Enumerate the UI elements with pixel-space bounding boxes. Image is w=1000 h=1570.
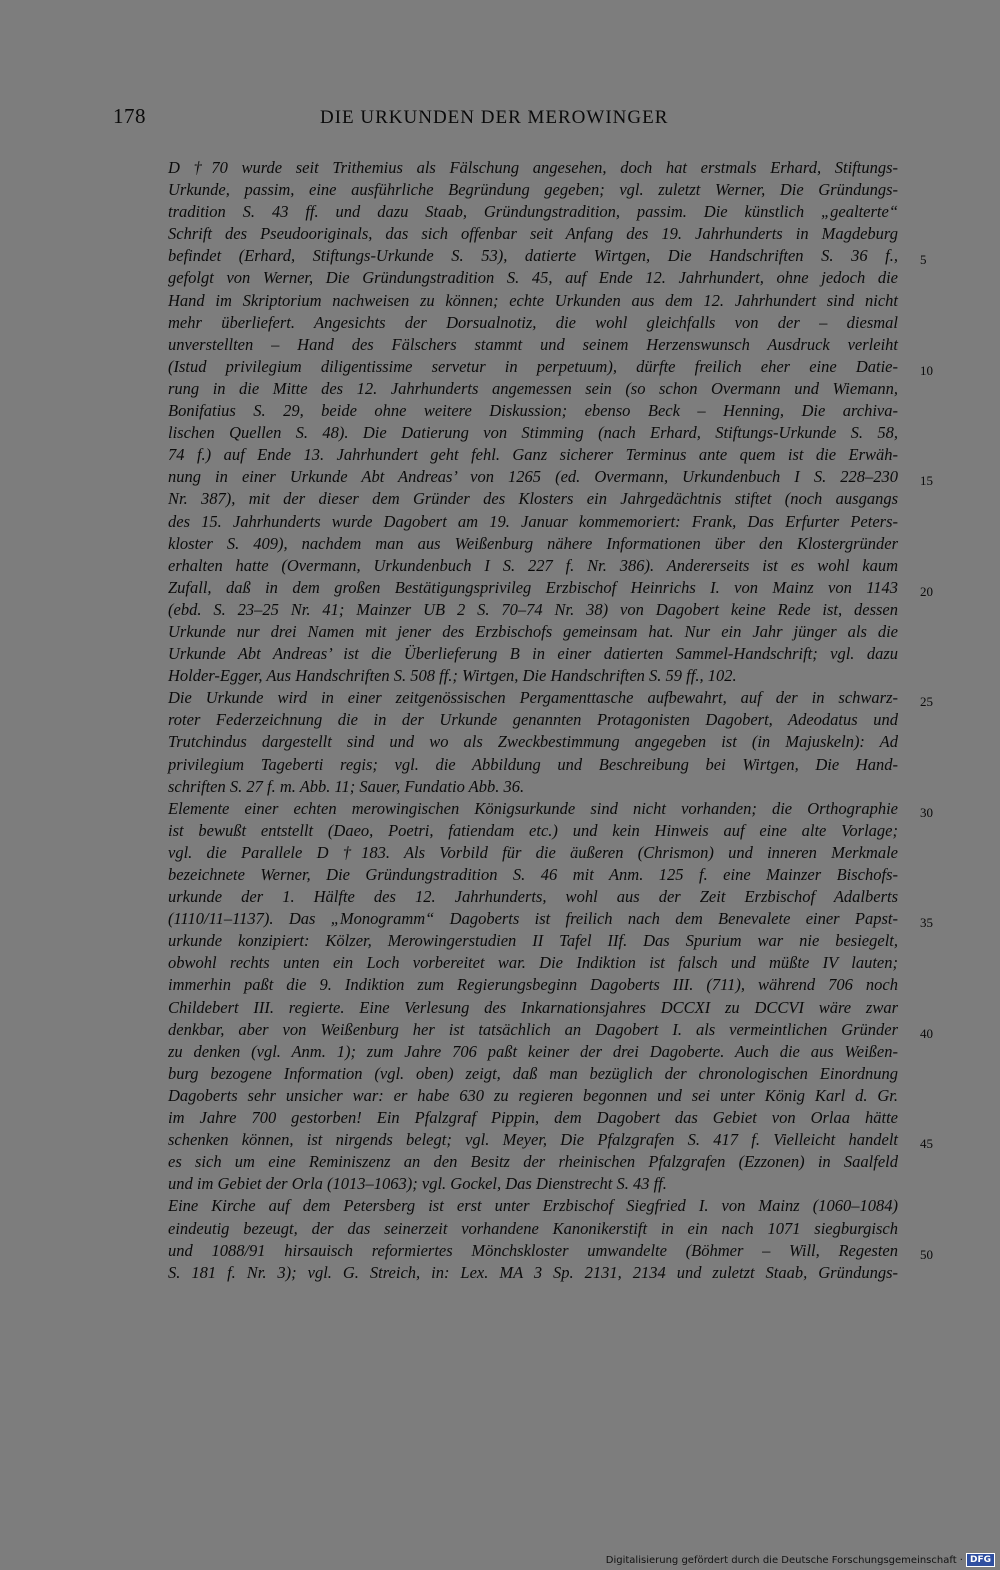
text-line: tradition S. 43 ff. und dazu Staab, Gründungstradition, passim. Die künstlich „gealterte“	[168, 202, 898, 222]
text-line: des 15. Jahrhunderts wurde Dagobert am 19. Januar kommemoriert: Frank, Das Erfurter Peters-	[168, 511, 898, 531]
text-line: urkunde der 1. Hälfte des 12. Jahrhunderts, wohl aus der Zeit Erzbischof Adalberts	[168, 887, 898, 907]
text-line: Trutchindus dargestellt sind und wo als Zweckbestimmung angegeben ist (in Majuskeln): Ad	[168, 732, 898, 752]
text-line: (Istud privilegium diligentissime servetur in perpetuum), dürfte freilich eher eine Datie-	[168, 356, 898, 376]
text-line: lischen Quellen S. 48). Die Datierung von Stimming (nach Erhard, Stiftungs-Urkunde S. 58,	[168, 423, 898, 443]
text-line: immerhin paßt die 9. Indiktion zum Regierungsbeginn Dagoberts III. (711), während 706 noch	[168, 975, 898, 995]
text-line: vgl. die Parallele D †183. Als Vorbild für die äußeren (Chrismon) und inneren Merkmale	[168, 842, 898, 862]
line-number: 25	[920, 694, 933, 710]
text-line: Schrift des Pseudooriginals, das sich offenbar seit Anfang des 19. Jahrhunderts in Magdeburg	[168, 224, 898, 244]
running-title: DIE URKUNDEN DER MEROWINGER	[320, 107, 669, 128]
text-line: Dagoberts sehr unsicher war: er habe 630 zu regieren begonnen und sei unter König Karl d. Gr.	[168, 1085, 898, 1105]
line-number: 50	[920, 1246, 933, 1262]
text-line: nung in einer Urkunde Abt Andreas’ von 1265 (ed. Overmann, Urkundenbuch I S. 228–230	[168, 467, 898, 487]
text-line: ist bewußt entstellt (Daeo, Poetri, fatiendam etc.) und kein Hinweis auf eine alte Vorlage;	[168, 820, 898, 840]
text-line: Die Urkunde wird in einer zeitgenössischen Pergamenttasche aufbewahrt, auf der in schwarz-	[168, 688, 898, 708]
text-line: S. 181 f. Nr. 3); vgl. G. Streich, in: Lex. MA 3 Sp. 2131, 2134 und zuletzt Staab, Gründungs-	[168, 1262, 898, 1282]
text-line: Bonifatius S. 29, beide ohne weitere Diskussion; ebenso Beck – Henning, Die archiva-	[168, 401, 898, 421]
text-line: privilegium Tageberti regis; vgl. die Abbildung und Beschreibung bei Wirtgen, Die Hand-	[168, 754, 898, 774]
text-line: und 1088/91 hirsauisch reformiertes Mönchskloster umwandelte (Böhmer – Will, Regesten	[168, 1240, 898, 1260]
text-line: kloster S. 409), nachdem man aus Weißenburg nähere Informationen über den Klostergründer	[168, 533, 898, 553]
text-line: urkunde konzipiert: Kölzer, Merowingerstudien II Tafel IIf. Das Spurium war nie besiegelt,	[168, 931, 898, 951]
footer-credit	[606, 1553, 995, 1567]
text-line: obwohl rechts unten ein Loch vorbereitet war. Die Indiktion ist falsch und müßte IV lauten;	[168, 953, 898, 973]
line-number: 15	[920, 473, 933, 489]
text-line: unverstellten – Hand des Fälschers stammt und seinem Herzenswunsch Ausdruck verleiht	[168, 334, 898, 354]
text-line: es sich um eine Reminiszenz an den Besitz der rheinischen Pfalzgrafen (Ezzonen) in Saalfeld	[168, 1152, 898, 1172]
text-line: gefolgt von Werner, Die Gründungstradition S. 45, auf Ende 12. Jahrhundert, ohne jedoch die	[168, 268, 898, 288]
text-line: schriften S. 27 f. m. Abb. 11; Sauer, Fundatio Abb. 36.	[168, 776, 525, 796]
commentary-body	[168, 157, 898, 1284]
text-line: Hand im Skriptorium nachweisen zu können; echte Urkunden aus dem 12. Jahrhundert sind nicht	[168, 290, 898, 310]
text-line: eindeutig bezeugt, der das seinerzeit vorhandene Kanonikerstift in ein nach 1071 siegburgisch	[168, 1218, 898, 1238]
text-line: rung in die Mitte des 12. Jahrhunderts angemessen sein (so schon Overmann und Wiemann,	[168, 378, 898, 398]
text-line: befindet (Erhard, Stiftungs-Urkunde S. 53), datierte Wirtgen, Die Handschriften S. 36 f.,	[168, 246, 898, 266]
text-line: Urkunde Abt Andreas’ ist die Überlieferung B in einer datierten Sammel-Handschrift; vgl. dazu	[168, 644, 898, 664]
text-line: schenken können, ist nirgends belegt; vgl. Meyer, Die Pfalzgrafen S. 417 f. Vielleicht handelt	[168, 1130, 898, 1150]
text-line: denkbar, aber von Weißenburg her ist tatsächlich an Dagobert I. als vermeintlichen Gründer	[168, 1019, 898, 1039]
footer-credit-text: Digitalisierung gefördert durch die Deutsche Forschungsgemeinschaft ·	[605, 1554, 963, 1566]
text-line: D †70 wurde seit Trithemius als Fälschung angesehen, doch hat erstmals Erhard, Stiftungs-	[168, 158, 898, 177]
line-number: 30	[920, 804, 933, 820]
text-line: burg bezogene Information (vgl. oben) zeigt, daß man bezüglich der chronologischen Einordnung	[168, 1063, 898, 1083]
text-line: (1110/11–1137). Das „Monogramm“ Dagoberts ist freilich nach dem Benevalete einer Papst-	[168, 909, 898, 929]
text-line: Elemente einer echten merowingischen Königsurkunde sind nicht vorhanden; die Orthographie	[168, 798, 898, 818]
text-line: 74 f.) auf Ende 13. Jahrhundert geht fehl. Ganz sicherer Terminus ante quem ist die Erwäh-	[168, 445, 898, 465]
dfg-logo: DFG	[966, 1553, 995, 1567]
text-line: zu denken (vgl. Anm. 1); zum Jahre 706 paßt keiner der drei Dagoberte. Auch die aus Weißen-	[168, 1041, 898, 1061]
line-number: 45	[920, 1136, 933, 1152]
text-line: Zufall, daß in dem großen Bestätigungsprivileg Erzbischof Heinrichs I. von Mainz von 1143	[168, 577, 898, 597]
line-number: 35	[920, 915, 933, 931]
text-line: mehr überliefert. Angesichts der Dorsualnotiz, die wohl gleichfalls von der – diesmal	[168, 312, 898, 332]
text-line: im Jahre 700 gestorben! Ein Pfalzgraf Pippin, dem Dagobert das Gebiet von Orlaa hätte	[168, 1108, 898, 1128]
line-number: 40	[920, 1025, 933, 1041]
text-line: Nr. 387), mit der dieser dem Gründer des Klosters ein Jahrgedächtnis stiftet (noch ausgangs	[168, 489, 898, 509]
text-line: und im Gebiet der Orla (1013–1063); vgl. Gockel, Das Dienstrecht S. 43 ff.	[168, 1174, 667, 1194]
text-line: Holder-Egger, Aus Handschriften S. 508 ff.; Wirtgen, Die Handschriften S. 59 ff., 102.	[168, 666, 737, 686]
page-number: 178	[113, 104, 146, 128]
text-line: erhalten hatte (Overmann, Urkundenbuch I S. 227 f. Nr. 386). Andererseits ist es wohl kaum	[168, 555, 898, 575]
text-line: roter Federzeichnung die in der Urkunde genannten Protagonisten Dagobert, Adeodatus und	[168, 710, 898, 730]
line-number: 5	[920, 252, 927, 268]
line-number: 10	[920, 362, 933, 378]
text-line: bezeichnete Werner, Die Gründungstradition S. 46 mit Anm. 125 f. eine Mainzer Bischofs-	[168, 865, 898, 884]
text-line: Eine Kirche auf dem Petersberg ist erst unter Erzbischof Siegfried I. von Mainz (1060–1084)	[168, 1196, 898, 1216]
line-number: 20	[920, 583, 933, 599]
text-line: Urkunde nur drei Namen mit jener des Erzbischofs gemeinsam hat. Nur ein Jahr jünger als die	[168, 621, 898, 641]
text-line: Childebert III. regierte. Eine Verlesung des Inkarnationsjahres DCCXI zu DCCVI wäre zwar	[168, 997, 898, 1017]
text-line: (ebd. S. 23–25 Nr. 41; Mainzer UB 2 S. 70–74 Nr. 38) von Dagobert keine Rede ist, dessen	[168, 599, 898, 619]
text-line: Urkunde, passim, eine ausführliche Begründung gegeben; vgl. zuletzt Werner, Die Gründungs-	[168, 180, 898, 200]
